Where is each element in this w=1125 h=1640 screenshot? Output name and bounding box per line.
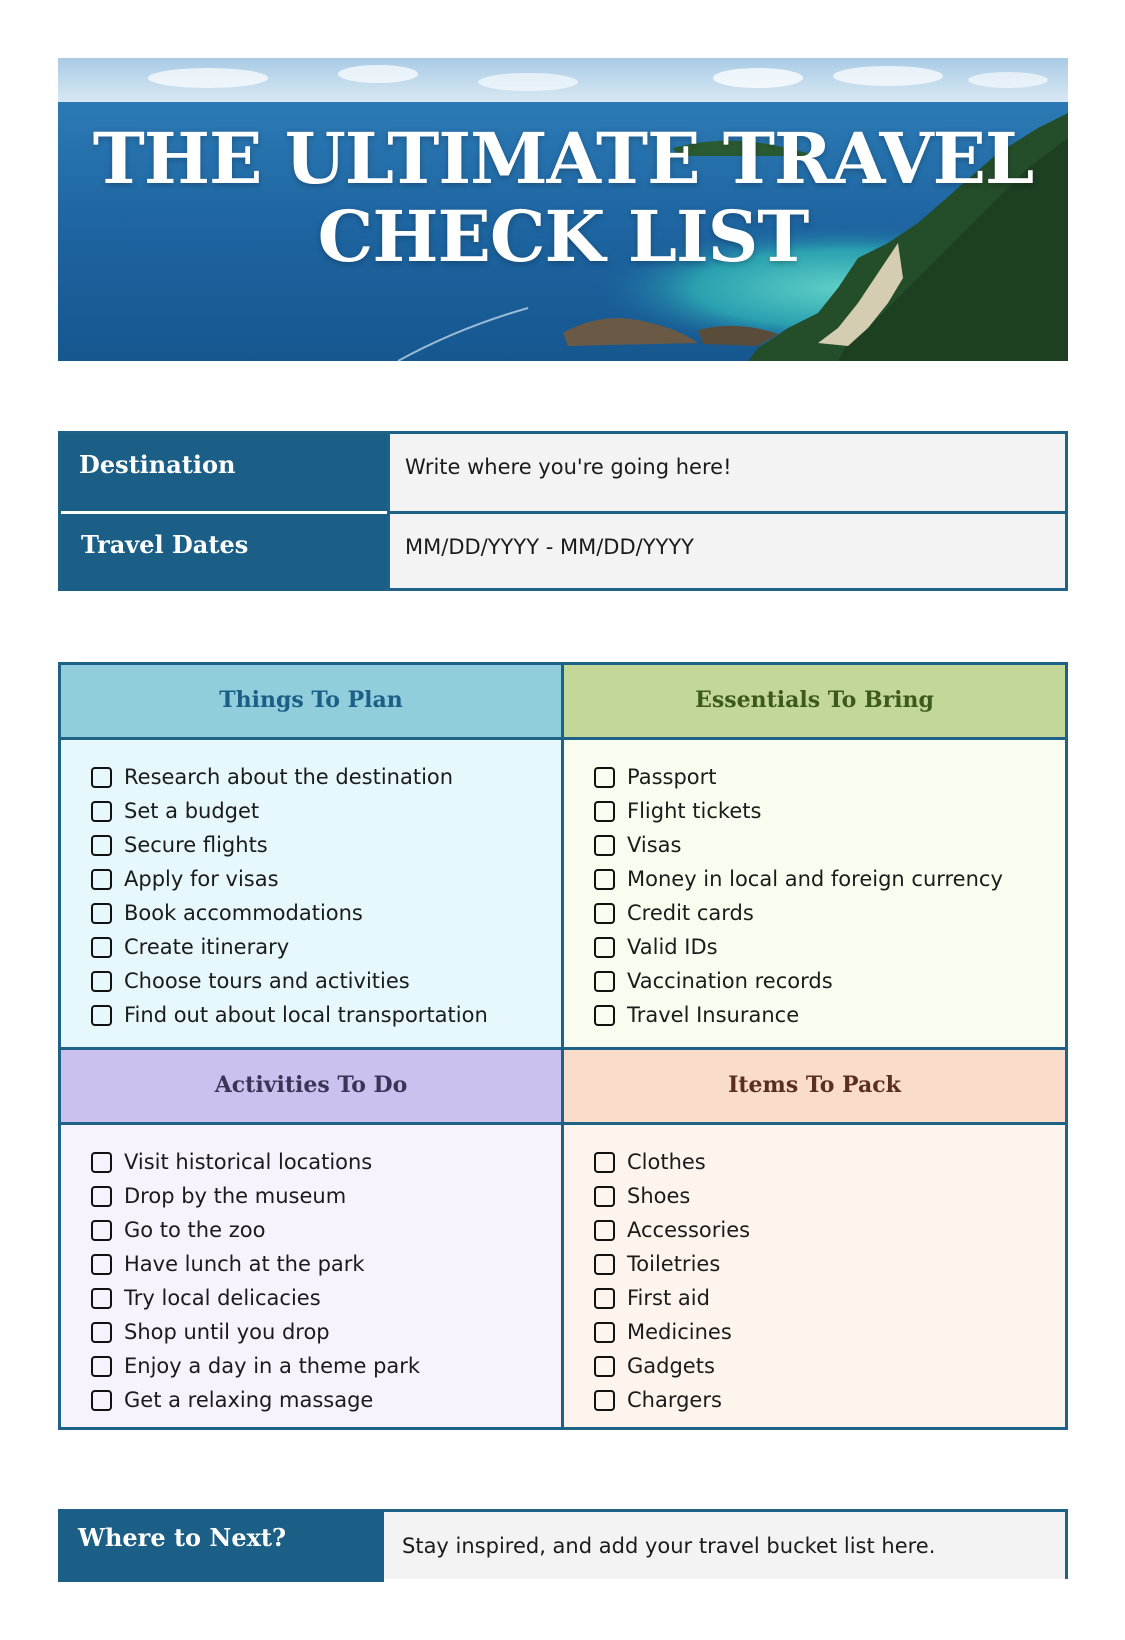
checklist-item-label: Flight tickets xyxy=(627,799,762,823)
checklist-item[interactable] xyxy=(594,828,1065,862)
checkbox[interactable] xyxy=(91,971,112,992)
checklist-item[interactable] xyxy=(91,1281,561,1315)
checkbox[interactable] xyxy=(91,801,112,822)
hero-banner xyxy=(58,58,1068,361)
checklist-item[interactable] xyxy=(91,930,561,964)
checkbox[interactable] xyxy=(91,1186,112,1207)
checkbox[interactable] xyxy=(594,801,615,822)
checklist-item-label: Apply for visas xyxy=(124,867,279,891)
checkbox[interactable] xyxy=(594,1152,615,1173)
checklist-item[interactable] xyxy=(91,896,561,930)
label-divider xyxy=(61,511,387,514)
checkbox[interactable] xyxy=(594,1288,615,1309)
column-divider xyxy=(387,434,390,588)
checklist-item-label: Visas xyxy=(627,833,682,857)
destination-label: Destination xyxy=(61,434,387,511)
activities-to-do-list xyxy=(61,1125,561,1427)
checklist-item[interactable] xyxy=(594,1213,1065,1247)
checkbox[interactable] xyxy=(91,903,112,924)
checkbox[interactable] xyxy=(594,937,615,958)
checklist-item-label: Set a budget xyxy=(124,799,260,823)
checklist-item[interactable] xyxy=(594,862,1065,896)
checklist-item[interactable] xyxy=(91,862,561,896)
where-to-next-row xyxy=(58,1509,1068,1579)
items-to-pack-list xyxy=(564,1125,1065,1427)
checklist-item-label: Go to the zoo xyxy=(124,1218,266,1242)
bucket-list-field[interactable]: Stay inspired, and add your travel bucket list here. xyxy=(402,1534,936,1558)
title-line-1: THE ULTIMATE TRAVEL xyxy=(92,117,1034,200)
items-to-pack-header: Items To Pack xyxy=(564,1050,1065,1122)
checkbox[interactable] xyxy=(594,1005,615,1026)
checkbox[interactable] xyxy=(594,1254,615,1275)
things-to-plan-list xyxy=(61,740,561,1047)
checklist-item[interactable] xyxy=(91,1383,561,1417)
checkbox[interactable] xyxy=(594,1390,615,1411)
checklist-item-label: Chargers xyxy=(627,1388,722,1412)
checklist-item[interactable] xyxy=(91,1349,561,1383)
checklist-item[interactable] xyxy=(91,828,561,862)
checklist-item-label: Medicines xyxy=(627,1320,732,1344)
checklist-item-label: Have lunch at the park xyxy=(124,1252,365,1276)
checkbox[interactable] xyxy=(594,767,615,788)
checkbox[interactable] xyxy=(594,869,615,890)
checklist-item[interactable] xyxy=(594,896,1065,930)
checklist-item-label: Secure flights xyxy=(124,833,268,857)
checklist-item[interactable] xyxy=(594,794,1065,828)
destination-field[interactable]: Write where you're going here! xyxy=(405,455,732,479)
checklist-item[interactable] xyxy=(91,998,561,1032)
checklist-item-label: Valid IDs xyxy=(627,935,718,959)
checklist-item-label: Money in local and foreign currency xyxy=(627,867,1003,891)
checklist-item-label: Visit historical locations xyxy=(124,1150,373,1174)
checklist-item-label: Accessories xyxy=(627,1218,751,1242)
checklist-item-label: Gadgets xyxy=(627,1354,715,1378)
checkbox[interactable] xyxy=(594,1186,615,1207)
checkbox[interactable] xyxy=(594,1322,615,1343)
checkbox[interactable] xyxy=(91,1005,112,1026)
checklist-item[interactable] xyxy=(594,1179,1065,1213)
page-title xyxy=(58,117,1068,278)
checklist-item[interactable] xyxy=(594,1247,1065,1281)
checkbox[interactable] xyxy=(594,835,615,856)
checkbox[interactable] xyxy=(594,1220,615,1241)
checklist-item-label: Shop until you drop xyxy=(124,1320,330,1344)
checkbox[interactable] xyxy=(594,903,615,924)
checklist-item-label: Research about the destination xyxy=(124,765,454,789)
checkbox[interactable] xyxy=(91,1220,112,1241)
checklist-item[interactable] xyxy=(594,930,1065,964)
checklist-item[interactable] xyxy=(594,1349,1065,1383)
checklist-item[interactable] xyxy=(91,964,561,998)
checkbox[interactable] xyxy=(594,1356,615,1377)
essentials-to-bring-list xyxy=(564,740,1065,1047)
checklist-item-label: Credit cards xyxy=(627,901,754,925)
destination-row xyxy=(61,434,1065,511)
checklist-item[interactable] xyxy=(91,760,561,794)
checkbox[interactable] xyxy=(91,1322,112,1343)
checklist-item-label: Book accommodations xyxy=(124,901,363,925)
checkbox[interactable] xyxy=(91,1152,112,1173)
checklist-item[interactable] xyxy=(91,1315,561,1349)
checkbox[interactable] xyxy=(91,1356,112,1377)
travel-dates-label: Travel Dates xyxy=(61,514,387,591)
trip-info-table xyxy=(58,431,1068,591)
checklist-item[interactable] xyxy=(594,760,1065,794)
activities-to-do-header: Activities To Do xyxy=(61,1050,561,1122)
checkbox[interactable] xyxy=(91,835,112,856)
title-line-2: CHECK LIST xyxy=(317,195,809,278)
checklist-item-label: Find out about local transportation xyxy=(124,1003,488,1027)
things-to-plan-header: Things To Plan xyxy=(61,665,561,737)
checklist-item[interactable] xyxy=(91,794,561,828)
checklist-grid xyxy=(58,662,1068,1430)
checklist-item-label: Create itinerary xyxy=(124,935,290,959)
checklist-item[interactable] xyxy=(594,1281,1065,1315)
checklist-item-label: First aid xyxy=(627,1286,710,1310)
essentials-to-bring-header: Essentials To Bring xyxy=(564,665,1065,737)
checklist-item-label: Shoes xyxy=(627,1184,691,1208)
checkbox[interactable] xyxy=(91,1288,112,1309)
checkbox[interactable] xyxy=(91,869,112,890)
checklist-item[interactable] xyxy=(91,1247,561,1281)
grid-divider xyxy=(561,665,564,1427)
checkbox[interactable] xyxy=(594,971,615,992)
checkbox[interactable] xyxy=(91,767,112,788)
checklist-item[interactable] xyxy=(594,998,1065,1032)
checkbox[interactable] xyxy=(91,937,112,958)
checkbox[interactable] xyxy=(91,1390,112,1411)
travel-dates-row xyxy=(61,514,1065,591)
checklist-item[interactable] xyxy=(594,1145,1065,1179)
checklist-item-label: Try local delicacies xyxy=(124,1286,321,1310)
travel-dates-field[interactable]: MM/DD/YYYY - MM/DD/YYYY xyxy=(405,535,695,559)
checklist-item-label: Toiletries xyxy=(627,1252,721,1276)
checklist-item-label: Choose tours and activities xyxy=(124,969,410,993)
checklist-item-label: Travel Insurance xyxy=(627,1003,800,1027)
where-to-next-label: Where to Next? xyxy=(58,1509,384,1582)
checklist-item[interactable] xyxy=(91,1213,561,1247)
checklist-item[interactable] xyxy=(594,1383,1065,1417)
checklist-item-label: Vaccination records xyxy=(627,969,833,993)
checklist-item[interactable] xyxy=(594,1315,1065,1349)
checklist-item[interactable] xyxy=(91,1145,561,1179)
checklist-item-label: Passport xyxy=(627,765,717,789)
checklist-item-label: Drop by the museum xyxy=(124,1184,347,1208)
checklist-item-label: Clothes xyxy=(627,1150,706,1174)
checklist-item[interactable] xyxy=(91,1179,561,1213)
checklist-item-label: Get a relaxing massage xyxy=(124,1388,374,1412)
checklist-item[interactable] xyxy=(594,964,1065,998)
checklist-item-label: Enjoy a day in a theme park xyxy=(124,1354,421,1378)
checkbox[interactable] xyxy=(91,1254,112,1275)
